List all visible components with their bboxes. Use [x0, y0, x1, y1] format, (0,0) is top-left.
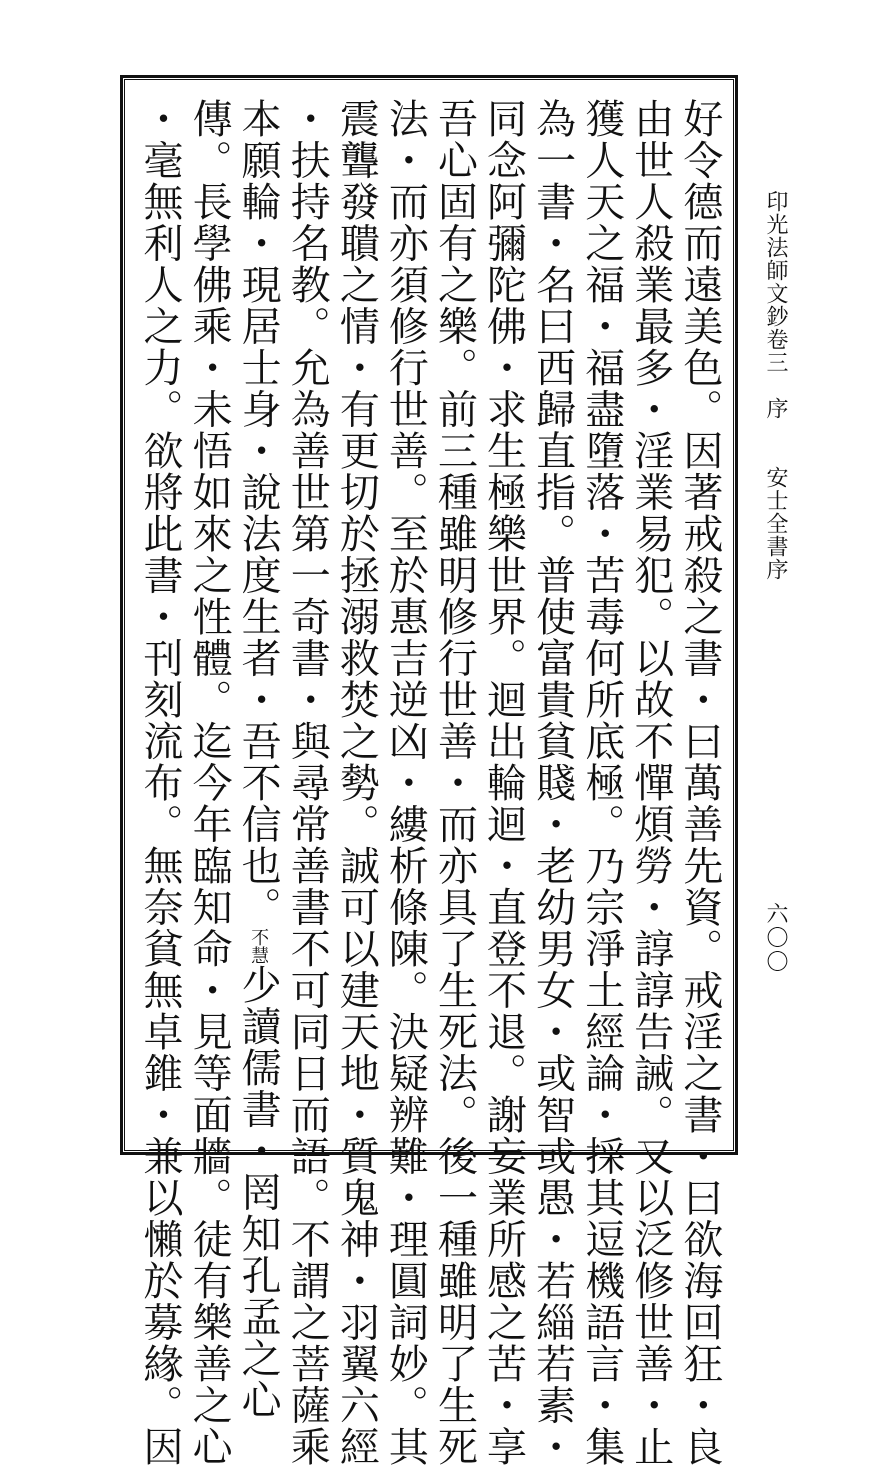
- page-number: 六〇〇: [763, 902, 788, 974]
- book-title: 印光法師文鈔卷三: [763, 190, 788, 374]
- margin-header: [760, 190, 791, 581]
- column-1-end: ・良: [676, 1384, 723, 1468]
- text-column-11: 傳。長學佛乘・未悟如來之性體。迄今年臨知命・見等面牆。徒有樂善之心: [186, 98, 233, 1468]
- text-column-5: 同念阿彌陀佛・求生極樂世界。迴出輪迴・直登不退。謝妄業所感之苦・享: [480, 98, 527, 1468]
- text-column-10: [234, 98, 282, 1421]
- section-label: 序: [763, 397, 788, 420]
- humble-self-reference-note: 不慧: [248, 928, 270, 964]
- text-column-12: ・毫無利人之力。欲將此書・刊刻流布。無奈貧無卓錐・兼以懶於募緣。因: [137, 98, 183, 1468]
- column-10-end: 少讀儒書・罔知孔孟之心: [235, 964, 282, 1421]
- text-body: [130, 98, 730, 1468]
- column-10-main: 本願輪・現居士身・說法度生者・吾不信也。: [235, 98, 282, 928]
- chapter-title: 安士全書序: [763, 466, 788, 581]
- text-column-3: 獲人天之福・福盡墮落・苦毒何所底極。乃宗淨土經論・採其逗機語言・集: [578, 98, 625, 1468]
- text-column-1: [676, 98, 724, 1468]
- text-column-4: 為一書・名曰西歸直指。普使富貴貧賤・老幼男女・或智或愚・若緇若素・: [529, 98, 576, 1468]
- text-column-7: 法・而亦須修行世善。至於惠吉逆凶・縷析條陳。決疑辨難・理圓詞妙。其: [382, 98, 429, 1468]
- text-column-9: ・扶持名教。允為善世第一奇書・與尋常善書不可同日而語。不謂之菩薩乘: [284, 98, 331, 1468]
- text-column-2: 由世人殺業最多・淫業易犯。以故不憚煩勞・諄諄告誡。又以泛修世善・止: [627, 98, 674, 1468]
- column-1-main: 好令德而遠美色。因著戒殺之書・曰萬善先資。戒淫之書・曰欲海回狂: [676, 98, 723, 1385]
- text-column-8: 震聾發聵之情・有更切於拯溺救焚之勢。誠可以建天地・質鬼神・羽翼六經: [333, 98, 380, 1468]
- text-column-6: 吾心固有之樂。前三種雖明修行世善・而亦具了生死法。後一種雖明了生死: [431, 98, 478, 1468]
